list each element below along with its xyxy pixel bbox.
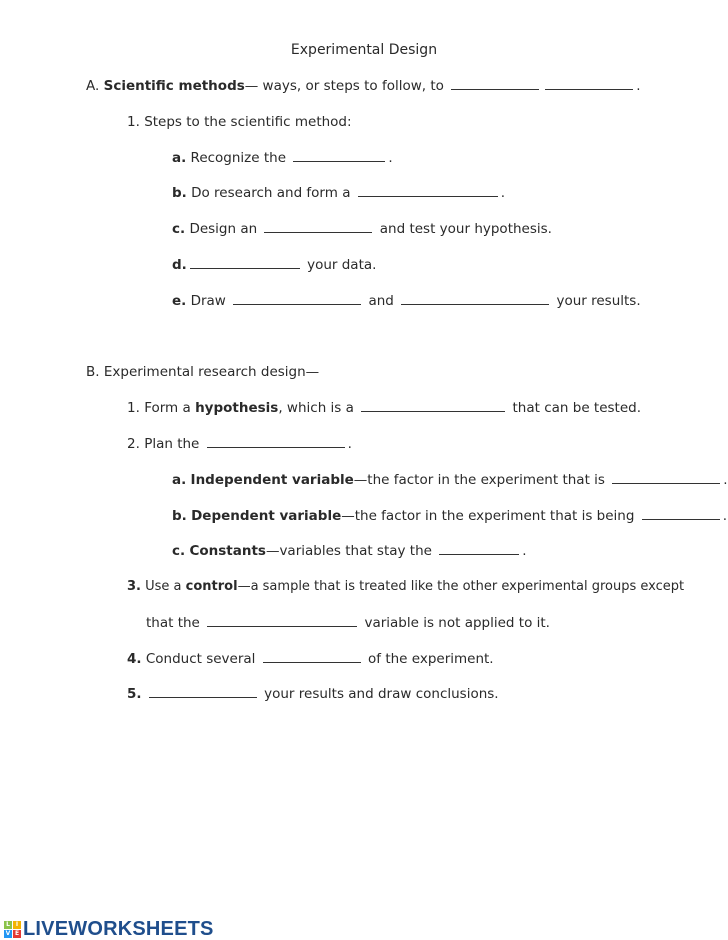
text: that can be tested.	[512, 400, 642, 416]
label: 1.	[127, 400, 140, 416]
term: Dependent variable	[191, 508, 342, 524]
term: control	[185, 579, 238, 594]
blank-field[interactable]	[293, 149, 385, 162]
label: a.	[172, 472, 187, 488]
period: .	[388, 150, 393, 166]
blank-field[interactable]	[358, 184, 498, 197]
text: Draw	[190, 293, 226, 309]
label: 3.	[127, 579, 141, 594]
text: Do research and form a	[191, 185, 351, 201]
period: .	[636, 78, 641, 94]
blank-field[interactable]	[401, 292, 549, 305]
blank-field[interactable]	[233, 292, 361, 305]
text: Experimental research design—	[103, 364, 320, 380]
section-b-heading	[86, 363, 319, 381]
text: your data.	[307, 257, 377, 273]
period: .	[347, 436, 352, 452]
blank-field[interactable]	[451, 77, 539, 90]
blank-field[interactable]	[207, 435, 345, 448]
item-b2	[127, 435, 352, 453]
blank-field[interactable]	[439, 542, 519, 555]
item-b3	[127, 578, 684, 596]
blank-field[interactable]	[612, 471, 720, 484]
label: e.	[172, 293, 187, 309]
label: 2.	[127, 436, 140, 452]
text: Plan the	[144, 436, 200, 452]
text: —the factor in the experiment that is being	[341, 508, 635, 524]
section-a-heading	[86, 77, 641, 95]
text: your results and draw conclusions.	[264, 686, 499, 702]
blank-field[interactable]	[545, 77, 633, 90]
item-a1c	[172, 220, 552, 238]
text: Form a	[144, 400, 191, 416]
period: .	[723, 472, 728, 488]
item-a1b	[172, 184, 505, 202]
page-title: Experimental Design	[290, 42, 438, 58]
label: c.	[172, 221, 186, 237]
term: Independent variable	[190, 472, 354, 488]
text: , which is a	[278, 400, 354, 416]
logo-text: LIVEWORKSHEETS	[23, 918, 214, 940]
text: and test your hypothesis.	[379, 221, 552, 237]
item-b1	[127, 399, 641, 417]
text: Steps to the scientific method:	[144, 114, 352, 130]
term: Scientific methods	[103, 78, 245, 94]
label: 1.	[127, 114, 140, 130]
item-b3-continued	[146, 614, 550, 632]
blank-field[interactable]	[263, 650, 361, 663]
blank-field[interactable]	[361, 399, 505, 412]
term: Constants	[189, 543, 266, 559]
term: hypothesis	[195, 400, 279, 416]
label: 5.	[127, 686, 142, 702]
text: variable is not applied to it.	[364, 615, 550, 631]
period: .	[500, 185, 506, 201]
item-a1d	[172, 256, 376, 274]
label: 4.	[127, 651, 142, 667]
label: b.	[172, 185, 187, 201]
label: d.	[172, 257, 187, 273]
text: that the	[146, 615, 200, 631]
period: .	[722, 508, 728, 524]
item-a1a	[172, 149, 393, 167]
text: Conduct several	[145, 651, 256, 667]
text: your results.	[556, 293, 641, 309]
item-a1	[127, 113, 352, 131]
item-b2c	[172, 542, 527, 560]
text: — ways, or steps to follow, to	[244, 78, 444, 94]
label: A.	[86, 78, 100, 94]
item-a1e	[172, 292, 641, 310]
text: —a sample that is treated like the other experimental groups except	[237, 579, 685, 594]
text: Design an	[189, 221, 258, 237]
label: c.	[172, 543, 186, 559]
logo-letter: E	[14, 930, 20, 937]
item-b4	[127, 650, 494, 668]
logo-letter: L	[4, 921, 12, 929]
item-b2b	[172, 507, 727, 525]
logo-letter: I	[13, 921, 21, 929]
text: Recognize the	[190, 150, 287, 166]
logo-icon	[4, 921, 21, 938]
item-b2a	[172, 471, 728, 489]
blank-field[interactable]	[642, 507, 720, 520]
blank-field[interactable]	[264, 220, 372, 233]
text: —the factor in the experiment that is	[353, 472, 605, 488]
label: b.	[172, 508, 187, 524]
label: a.	[172, 150, 187, 166]
text: —variables that stay the	[265, 543, 432, 559]
liveworksheets-logo	[4, 918, 214, 940]
text: Use a	[145, 579, 182, 594]
label: B.	[86, 364, 100, 380]
text: and	[368, 293, 394, 309]
item-b5	[127, 685, 499, 703]
blank-field[interactable]	[190, 256, 300, 269]
blank-field[interactable]	[149, 685, 257, 698]
text: of the experiment.	[368, 651, 494, 667]
logo-letter: V	[5, 930, 11, 937]
period: .	[522, 543, 527, 559]
blank-field[interactable]	[207, 614, 357, 627]
